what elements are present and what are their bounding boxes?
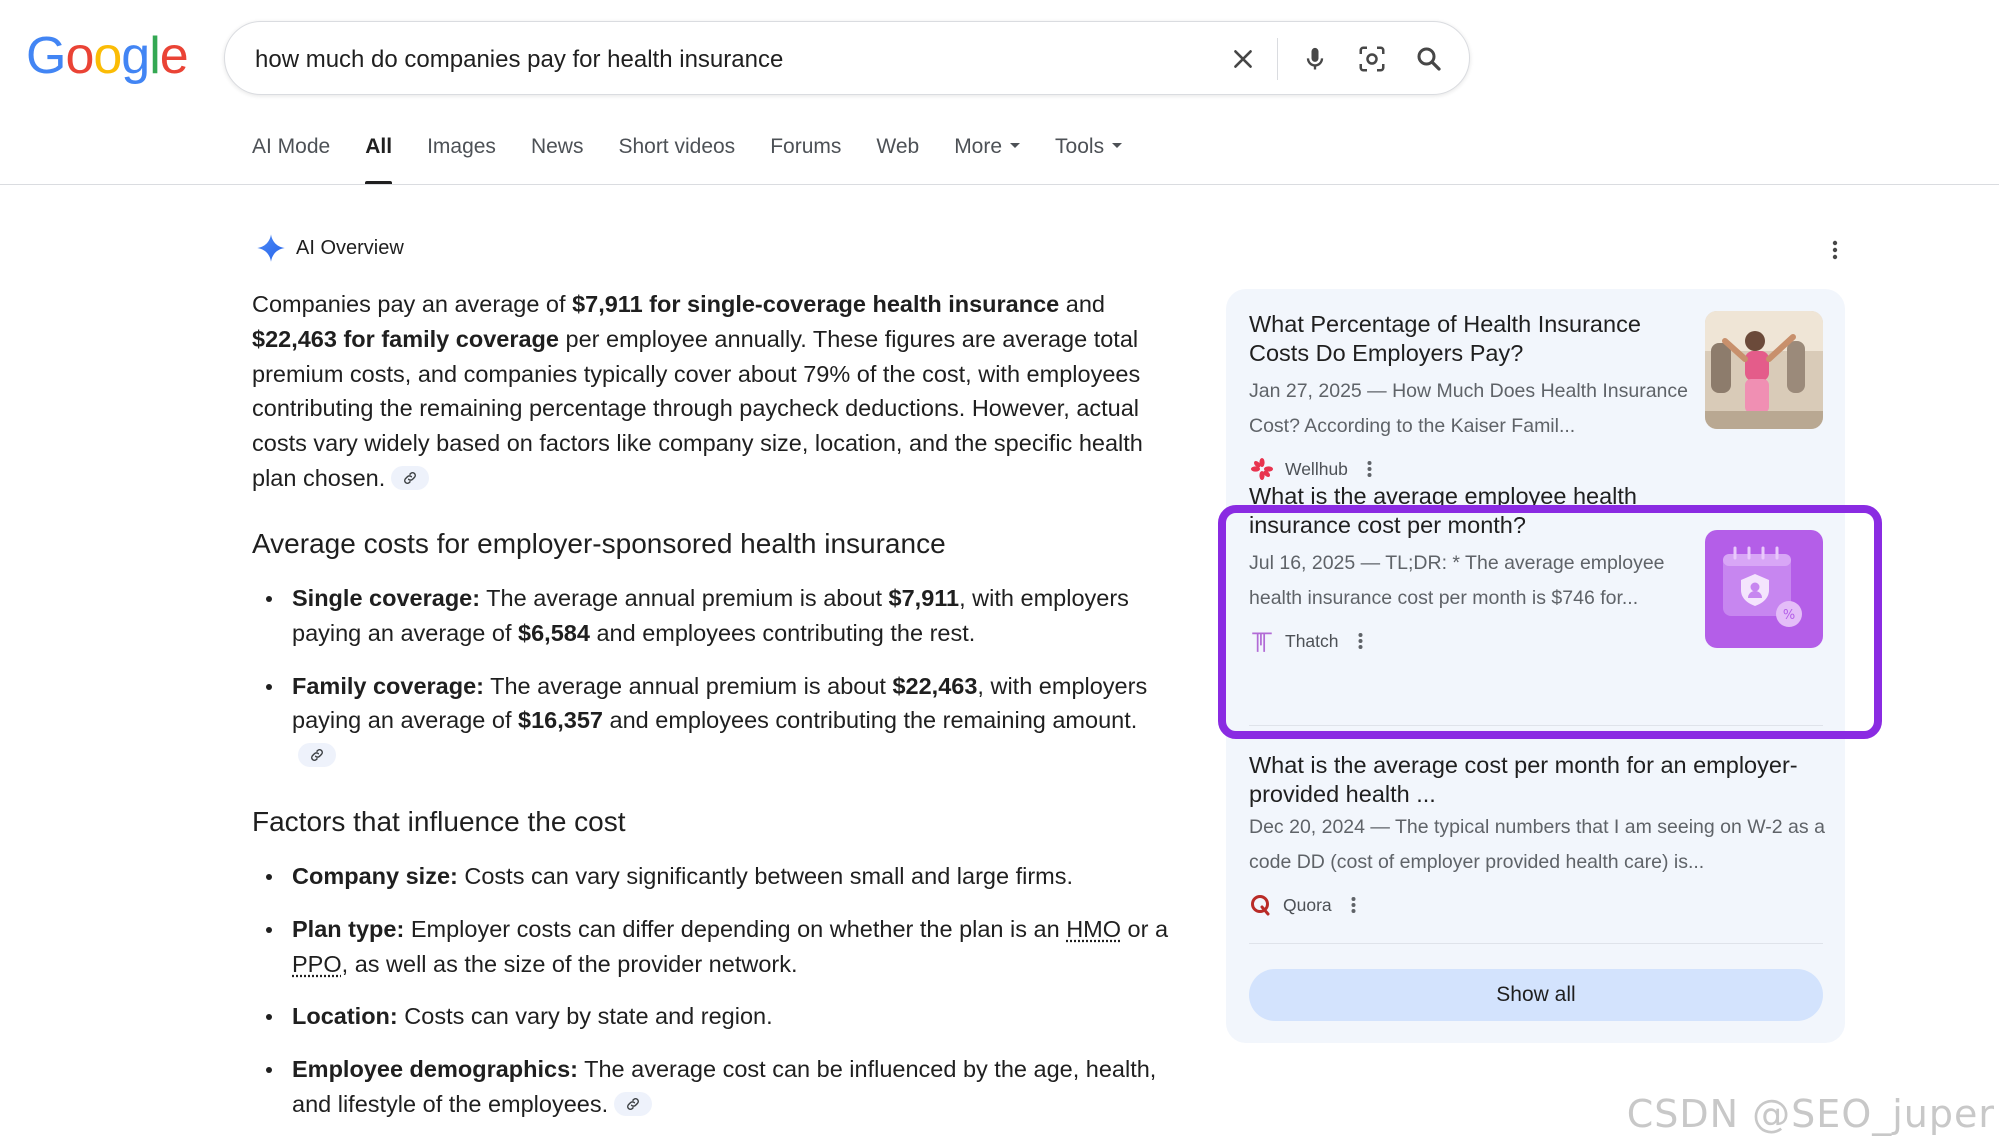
logo-letter: e [159, 27, 188, 85]
lens-icon[interactable] [1354, 41, 1390, 77]
tab-news[interactable] [531, 135, 584, 185]
tab-forums[interactable] [770, 135, 841, 185]
factors-list [252, 859, 1177, 1140]
item-text: The average cost can be influenced by the age, health, and lifestyle of the employees. [292, 1056, 1157, 1117]
more-options-icon[interactable] [1346, 892, 1362, 918]
item-text: , with employers paying an average of [292, 672, 1148, 734]
section-heading: Average costs for employer-sponsored health insurance [252, 528, 946, 559]
ai-overview-title: AI Overview [296, 236, 404, 259]
wellhub-logo-icon [1249, 456, 1275, 482]
source-thumbnail[interactable] [1705, 311, 1823, 429]
search-tabs [252, 135, 1157, 185]
item-label: Employee demographics: [292, 1056, 578, 1083]
source-title[interactable]: What is the average employee health insurance cost per month? [1249, 483, 1637, 538]
quora-logo-icon [1249, 893, 1273, 917]
tab-label: Tools [1055, 135, 1105, 158]
more-options-icon[interactable] [1823, 236, 1847, 264]
mic-icon[interactable] [1297, 41, 1333, 77]
tab-short-videos[interactable] [618, 135, 735, 185]
search-input[interactable] [253, 40, 1197, 80]
average-costs-list [252, 581, 1177, 791]
source-site-name[interactable]: Thatch [1285, 630, 1339, 651]
tab-ai-mode[interactable] [252, 135, 330, 185]
show-all-button[interactable]: Show all [1249, 969, 1823, 1021]
item-label: Single coverage: [292, 585, 481, 611]
source-separator [1249, 943, 1823, 944]
item-text: Costs can vary significantly between small and large firms. [457, 863, 1074, 889]
logo-letter: l [149, 27, 160, 85]
list-item [252, 999, 1177, 1034]
source-snippet: Dec 20, 2024 — The typical numbers that I am seeing on W-2 as a code DD (cost of employer provided health care) is... [1249, 816, 1825, 873]
tab-web[interactable] [876, 135, 919, 185]
summary-bold: $22,463 for family coverage [252, 325, 559, 352]
item-text: or a [1121, 915, 1169, 942]
tab-more[interactable] [954, 135, 1020, 185]
item-bold: $16,357 [518, 707, 603, 734]
watermark-text: CSDN @SEO_juper [1626, 1092, 1995, 1136]
item-text: Employer costs can differ depending on whether the plan is an [404, 915, 1067, 942]
source-title[interactable]: What Percentage of Health Insurance Costs Do Employers Pay? [1249, 311, 1641, 366]
hmo-definition-link[interactable]: HMO [1066, 915, 1122, 942]
gemini-sparkle-icon [256, 233, 286, 263]
fitness-class-photo [1705, 311, 1823, 429]
item-text: The average annual premium is about [480, 585, 889, 611]
tab-label: More [954, 135, 1003, 158]
more-options-icon[interactable] [1362, 456, 1378, 482]
list-item [252, 912, 1177, 982]
source-site-name[interactable]: Wellhub [1285, 458, 1348, 479]
list-item [252, 859, 1177, 894]
logo-letter: g [121, 27, 150, 85]
item-text: Costs can vary by state and region. [397, 1003, 773, 1030]
caret-down-icon [1010, 143, 1020, 148]
item-bold: $22,463 [892, 672, 978, 699]
ai-overview-header [256, 233, 404, 263]
item-text: and employees contributing the rest. [589, 619, 976, 646]
link-icon [625, 1096, 641, 1112]
tab-label: Web [876, 135, 920, 158]
summary-bold: $7,911 for single-coverage health insurance [572, 291, 1060, 317]
summary-text: and [1059, 291, 1105, 317]
link-icon [309, 747, 325, 763]
list-item [252, 581, 1177, 651]
link-icon [402, 470, 418, 486]
tabs-divider [0, 184, 1999, 185]
item-label: Location: [292, 1003, 398, 1030]
caret-down-icon [1112, 143, 1122, 148]
google-logo[interactable] [26, 27, 188, 85]
ppo-definition-link[interactable]: PPO [292, 950, 342, 977]
tab-label: Forums [770, 135, 842, 158]
source-site-name[interactable]: Quora [1283, 894, 1332, 915]
source-meta [1249, 892, 1362, 918]
tab-label: Short videos [618, 135, 736, 158]
tab-label: All [365, 135, 393, 158]
citation-link-button[interactable] [391, 466, 429, 490]
logo-letter: o [65, 27, 94, 85]
item-text: , as well as the size of the provider network. [341, 950, 798, 977]
search-box [224, 21, 1470, 95]
list-item [252, 669, 1177, 773]
source-snippet: Jul 16, 2025 — TL;DR: * The average employee health insurance cost per month is $746 for... [1249, 552, 1665, 609]
ai-overview-summary [252, 287, 1177, 496]
list-item [252, 1052, 1177, 1122]
item-text: and employees contributing the remaining amount. [602, 707, 1138, 734]
tab-label: AI Mode [252, 135, 331, 158]
svg-text:%: % [1782, 608, 1796, 623]
tab-images[interactable] [427, 135, 496, 185]
tab-tools[interactable] [1055, 135, 1122, 185]
tab-label: Images [427, 135, 496, 158]
citation-link-button[interactable] [614, 1092, 652, 1116]
item-text: , with employers paying an average of [292, 585, 1129, 646]
highlight-annotation-box [1218, 505, 1882, 739]
source-meta [1249, 456, 1378, 482]
item-label: Plan type: [292, 915, 405, 942]
item-bold: $6,584 [518, 619, 590, 646]
search-divider [1277, 38, 1278, 80]
source-title[interactable]: What is the average cost per month for an employer-provided health ... [1249, 752, 1798, 807]
close-icon[interactable] [1225, 41, 1261, 77]
item-text: The average annual premium is about [484, 672, 893, 699]
citation-link-button[interactable] [298, 743, 336, 767]
search-icon[interactable] [1411, 41, 1447, 77]
source-snippet: Jan 27, 2025 — How Much Does Health Insurance Cost? According to the Kaiser Famil... [1249, 380, 1688, 437]
item-label: Company size: [292, 863, 458, 889]
logo-letter: G [26, 27, 66, 85]
summary-text: Companies pay an average of [252, 291, 573, 317]
tab-all[interactable] [365, 135, 392, 185]
logo-letter: o [93, 27, 122, 85]
item-bold: $7,911 [888, 585, 960, 611]
item-label: Family coverage: [292, 672, 485, 699]
summary-text: per employee annually. These figures are average total premium costs, and companies typically cover about 79% of the cost, with employees contributing the remaining percentage through paycheck deductions. However, actual costs vary widely based on factors like company size, location, and the specific health plan chosen. [252, 325, 1143, 491]
tab-label: News [530, 135, 584, 158]
section-heading: Factors that influence the cost [252, 806, 626, 837]
